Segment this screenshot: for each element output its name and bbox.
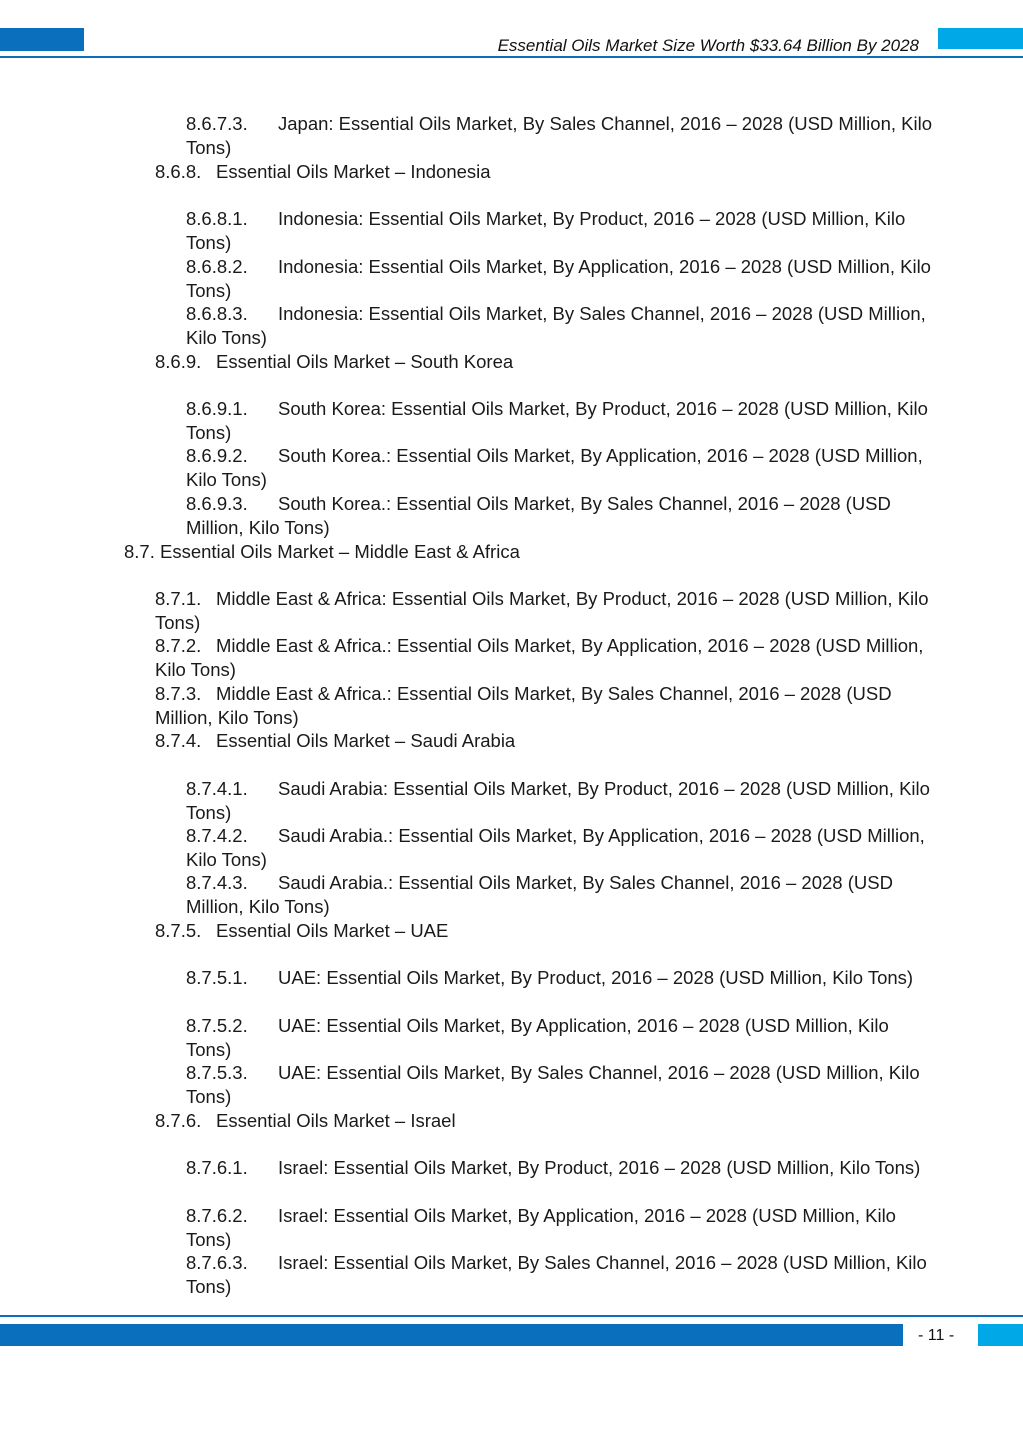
toc-entry-text: Israel: Essential Oils Market, By Sales Channel, 2016 – 2028 (USD Million, Kilo Tons) xyxy=(186,1252,927,1297)
header-accent-block-right xyxy=(938,28,1023,49)
toc-entry-text: Essential Oils Market – Israel xyxy=(216,1110,456,1131)
toc-entry[interactable] xyxy=(186,1014,936,1061)
toc-entry-number: 8.7.6.2. xyxy=(186,1205,248,1226)
toc-entry[interactable] xyxy=(155,160,945,184)
toc-entry-number: 8.7.6.3. xyxy=(186,1252,248,1273)
header-rule xyxy=(0,56,1023,58)
toc-entry[interactable] xyxy=(155,919,945,943)
toc-entry-number: 8.6.7.3. xyxy=(186,113,248,134)
toc-entry-number: 8.7.4. xyxy=(155,730,202,751)
header-title: Essential Oils Market Size Worth $33.64 Billion By 2028 xyxy=(497,36,919,55)
toc-entry-text: South Korea: Essential Oils Market, By Product, 2016 – 2028 (USD Million, Kilo Tons) xyxy=(186,398,928,443)
header-accent-block-left xyxy=(0,28,84,51)
toc-entry-text: Essential Oils Market – Indonesia xyxy=(216,161,491,182)
toc-entry-text: South Korea.: Essential Oils Market, By Sales Channel, 2016 – 2028 (USD Million, Kilo Tons) xyxy=(186,493,891,538)
toc-entry[interactable] xyxy=(186,777,936,824)
toc-entry-text: South Korea.: Essential Oils Market, By Application, 2016 – 2028 (USD Million, Kilo Tons) xyxy=(186,445,923,490)
toc-entry-number: 8.6.8.2. xyxy=(186,256,248,277)
toc-entry-number: 8.7.2. xyxy=(155,635,202,656)
toc-entry[interactable] xyxy=(186,112,936,159)
toc-entry-number: 8.6.8. xyxy=(155,161,202,182)
toc-entry-number: 8.6.8.1. xyxy=(186,208,248,229)
toc-entry-text: Japan: Essential Oils Market, By Sales Channel, 2016 – 2028 (USD Million, Kilo Tons) xyxy=(186,113,932,158)
toc-entry-number: 8.7.6. xyxy=(155,1110,202,1131)
toc-entry[interactable] xyxy=(155,634,945,681)
toc-entry-number: 8.7.6.1. xyxy=(186,1157,248,1178)
toc-entry-text: Saudi Arabia.: Essential Oils Market, By Sales Channel, 2016 – 2028 (USD Million, Kilo Tons) xyxy=(186,872,893,917)
toc-entry-number: 8.7.5.2. xyxy=(186,1015,248,1036)
toc-entry-number: 8.7.5.1. xyxy=(186,967,248,988)
toc-entry-text: Israel: Essential Oils Market, By Application, 2016 – 2028 (USD Million, Kilo Tons) xyxy=(186,1205,896,1250)
toc-entry[interactable] xyxy=(186,966,936,990)
toc-entry-text: Indonesia: Essential Oils Market, By Application, 2016 – 2028 (USD Million, Kilo Tons) xyxy=(186,256,931,301)
toc-entry-number: 8.6.8.3. xyxy=(186,303,248,324)
toc-entry-text: Indonesia: Essential Oils Market, By Product, 2016 – 2028 (USD Million, Kilo Tons) xyxy=(186,208,906,253)
toc-entry-number: 8.6.9. xyxy=(155,351,202,372)
toc-entry-number: 8.7.5.3. xyxy=(186,1062,248,1083)
toc-entry-text: Essential Oils Market – Saudi Arabia xyxy=(216,730,516,751)
toc-entry[interactable] xyxy=(186,1156,936,1180)
toc-entry-text: UAE: Essential Oils Market, By Application, 2016 – 2028 (USD Million, Kilo Tons) xyxy=(186,1015,889,1060)
toc-entry[interactable] xyxy=(186,871,936,918)
toc-entry-text: Essential Oils Market – Middle East & Africa xyxy=(160,541,520,562)
toc-entry[interactable] xyxy=(186,492,936,539)
toc-entry-text: Essential Oils Market – South Korea xyxy=(216,351,514,372)
toc-entry[interactable] xyxy=(155,587,945,634)
toc-entry-number: 8.6.9.2. xyxy=(186,445,248,466)
toc-entry-text: Middle East & Africa: Essential Oils Market, By Product, 2016 – 2028 (USD Million, Kilo Tons) xyxy=(155,588,929,633)
toc-entry[interactable] xyxy=(186,397,936,444)
toc-entry[interactable] xyxy=(155,682,945,729)
toc-entry-number: 8.7.4.3. xyxy=(186,872,248,893)
toc-entry-number: 8.7. xyxy=(124,541,155,562)
toc-entry-text: Middle East & Africa.: Essential Oils Market, By Sales Channel, 2016 – 2028 (USD Million, Kilo Tons) xyxy=(155,683,892,728)
toc-entry-text: Essential Oils Market – UAE xyxy=(216,920,449,941)
toc-entry[interactable] xyxy=(124,540,520,564)
toc-entry-text: Middle East & Africa.: Essential Oils Market, By Application, 2016 – 2028 (USD Million, Kilo Tons) xyxy=(155,635,924,680)
toc-entry[interactable] xyxy=(155,729,945,753)
toc-entry[interactable] xyxy=(186,207,936,254)
toc-entry-number: 8.7.3. xyxy=(155,683,202,704)
footer-bar xyxy=(0,1324,903,1346)
toc-entry[interactable] xyxy=(155,1109,945,1133)
toc-entry-number: 8.7.4.2. xyxy=(186,825,248,846)
toc-entry[interactable] xyxy=(186,302,936,349)
toc-entry-number: 8.6.9.1. xyxy=(186,398,248,419)
page-number: - 11 - xyxy=(918,1327,955,1344)
toc-entry[interactable] xyxy=(155,350,945,374)
toc-entry[interactable] xyxy=(186,1251,936,1298)
toc-entry-text: Indonesia: Essential Oils Market, By Sales Channel, 2016 – 2028 (USD Million, Kilo Tons) xyxy=(186,303,926,348)
toc-entry[interactable] xyxy=(186,1204,936,1251)
toc-entry[interactable] xyxy=(186,1061,936,1108)
toc-entry[interactable] xyxy=(186,444,936,491)
toc-entry-number: 8.7.4.1. xyxy=(186,778,248,799)
toc-entry-number: 8.7.1. xyxy=(155,588,202,609)
footer-rule xyxy=(0,1315,1023,1317)
footer-accent-block xyxy=(978,1324,1023,1346)
toc-entry-text: Israel: Essential Oils Market, By Product, 2016 – 2028 (USD Million, Kilo Tons) xyxy=(278,1157,921,1178)
toc-entry-number: 8.7.5. xyxy=(155,920,202,941)
toc-entry-text: Saudi Arabia.: Essential Oils Market, By Application, 2016 – 2028 (USD Million, Kilo Tons) xyxy=(186,825,925,870)
toc-entry-number: 8.6.9.3. xyxy=(186,493,248,514)
toc-entry-text: UAE: Essential Oils Market, By Product, 2016 – 2028 (USD Million, Kilo Tons) xyxy=(278,967,914,988)
toc-entry-text: Saudi Arabia: Essential Oils Market, By Product, 2016 – 2028 (USD Million, Kilo Tons) xyxy=(186,778,930,823)
toc-entry-text: UAE: Essential Oils Market, By Sales Channel, 2016 – 2028 (USD Million, Kilo Tons) xyxy=(186,1062,920,1107)
toc-entry[interactable] xyxy=(186,255,936,302)
toc-entry[interactable] xyxy=(186,824,936,871)
